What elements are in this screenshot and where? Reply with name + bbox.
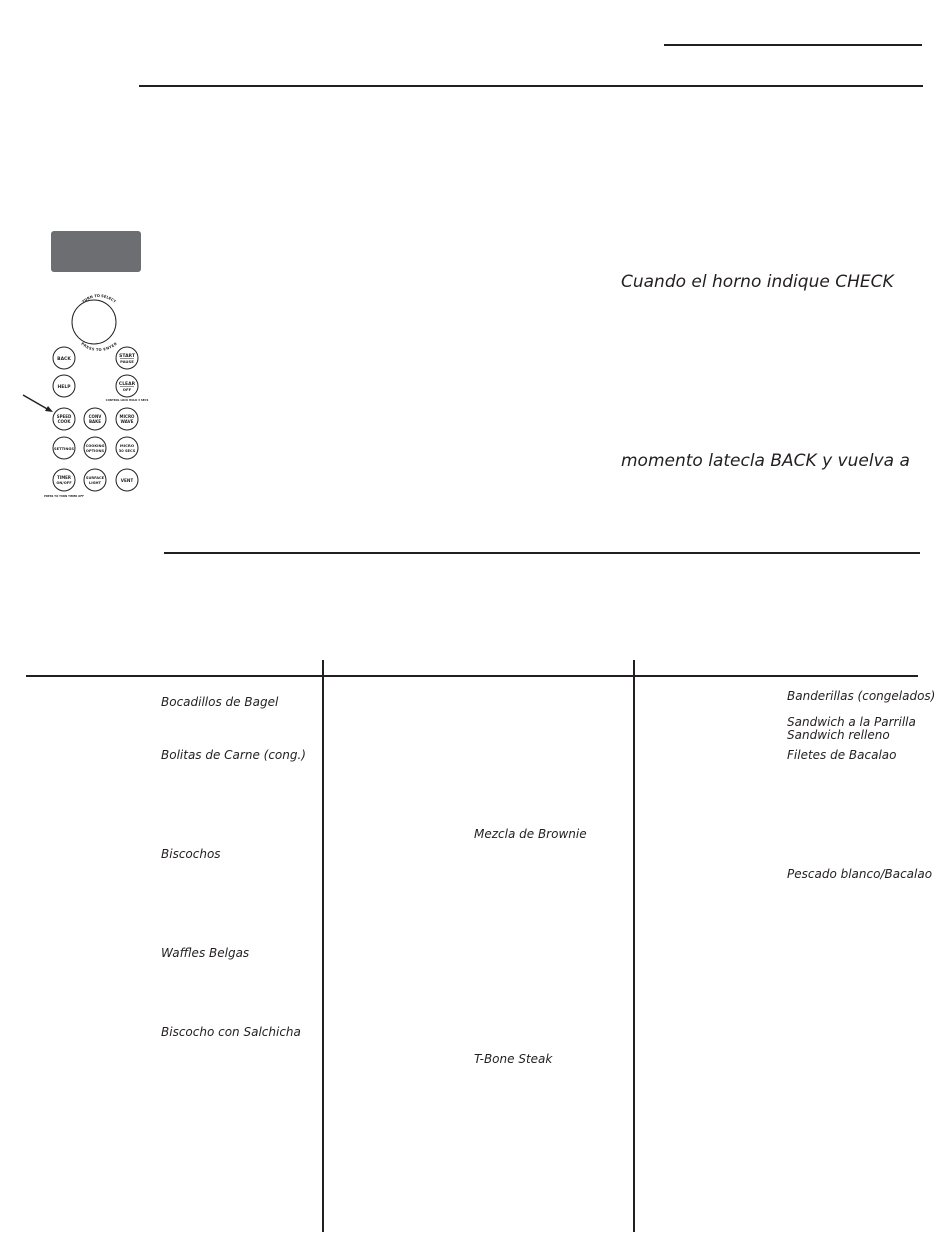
food-item: Sandwich relleno [787, 728, 890, 742]
arrow-pointer-icon [23, 395, 53, 412]
food-item: Banderillas (congelados) [787, 689, 936, 703]
svg-text:COOK: COOK [57, 419, 71, 424]
micro-wave-key [116, 408, 138, 430]
dial-bottom-label: PRESS TO ENTER [80, 341, 118, 353]
table-divider-1 [322, 660, 324, 1232]
svg-text:ON/OFF: ON/OFF [56, 481, 72, 485]
control-panel-illustration [20, 290, 150, 510]
svg-text:SETTINGS: SETTINGS [54, 447, 74, 451]
note-back-message: momento latecla BACK y vuelva a [621, 451, 910, 471]
surface-light-key [84, 469, 106, 491]
food-item: Bocadillos de Bagel [161, 695, 279, 709]
speed-cook-key [53, 408, 75, 430]
svg-text:WAVE: WAVE [120, 419, 134, 424]
food-item: Filetes de Bacalao [787, 748, 897, 762]
svg-text:START: START [119, 354, 135, 359]
dial-top-label: TURN TO SELECT [81, 293, 117, 304]
svg-text:BAKE: BAKE [89, 419, 101, 424]
vent-key [116, 469, 138, 491]
svg-text:LIGHT: LIGHT [88, 481, 102, 485]
svg-text:VENT: VENT [120, 478, 134, 483]
note-check-message: Cuando el horno indique CHECK [621, 272, 894, 292]
food-item: T-Bone Steak [474, 1052, 553, 1066]
food-item: Waffles Belgas [161, 946, 250, 960]
timer-on-off-key [44, 469, 84, 498]
clear-off-key [106, 375, 149, 402]
svg-text:30 SECS: 30 SECS [118, 449, 136, 453]
svg-text:MICRO: MICRO [119, 443, 135, 448]
start-pause-key [116, 347, 138, 369]
micro-30-secs-key [116, 437, 138, 459]
svg-text:CLEAR: CLEAR [118, 382, 136, 387]
settings-key [53, 437, 75, 459]
back-key [53, 347, 75, 369]
svg-text:OFF: OFF [122, 387, 132, 392]
cooking-options-key [84, 437, 106, 459]
dial-knob [72, 300, 116, 344]
food-item: Biscocho con Salchicha [161, 1025, 301, 1039]
food-item: Biscochos [161, 847, 221, 861]
header-rule-long [139, 85, 923, 87]
svg-text:BACK: BACK [57, 357, 71, 362]
svg-text:MICRO: MICRO [119, 414, 135, 419]
header-rule-short [664, 44, 922, 46]
food-item: Sandwich a la Parrilla [787, 715, 916, 729]
svg-text:HELP: HELP [57, 385, 71, 390]
svg-text:TIMER: TIMER [56, 475, 72, 480]
svg-text:COOKING: COOKING [85, 444, 105, 448]
svg-text:PRESS TO TURN TIMER OFF: PRESS TO TURN TIMER OFF [44, 495, 84, 498]
oven-display [51, 231, 141, 272]
svg-text:SPEED: SPEED [56, 414, 72, 419]
svg-text:CONTROL LOCK HOLD 3 SECS: CONTROL LOCK HOLD 3 SECS [105, 399, 149, 402]
section-rule [164, 552, 920, 554]
conv-bake-key [84, 408, 106, 430]
svg-text:PAUSE: PAUSE [120, 359, 134, 364]
svg-text:CONV: CONV [88, 414, 102, 419]
svg-text:SURFACE: SURFACE [85, 476, 105, 480]
svg-text:OPTIONS: OPTIONS [85, 449, 105, 453]
help-key [53, 375, 75, 397]
keypad-svg [20, 290, 150, 510]
food-item: Mezcla de Brownie [474, 827, 587, 841]
food-item: Pescado blanco/Bacalao [787, 867, 933, 881]
food-item: Bolitas de Carne (cong.) [161, 748, 306, 762]
table-header-rule [26, 675, 918, 677]
table-divider-2 [633, 660, 635, 1232]
